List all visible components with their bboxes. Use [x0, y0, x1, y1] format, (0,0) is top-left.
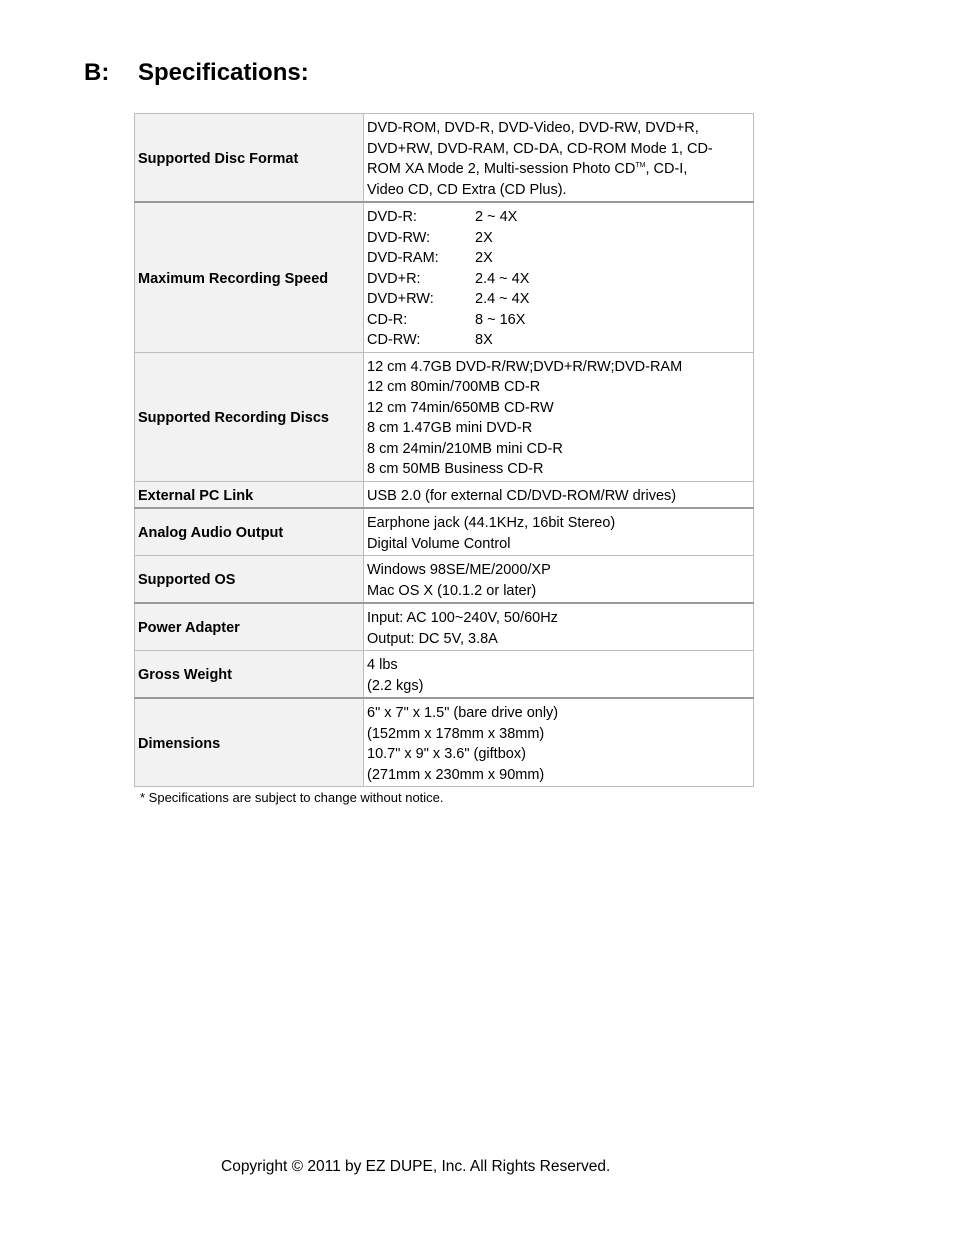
weight-line: (2.2 kgs) — [367, 677, 424, 694]
speed-row — [367, 228, 750, 249]
speed-row — [367, 248, 750, 269]
spec-row-weight — [135, 651, 754, 699]
speed-value: 8X — [475, 332, 493, 348]
section-title: Specifications: — [138, 59, 309, 86]
disc-format-text: , CD-I, — [645, 161, 688, 177]
spec-label: Analog Audio Output — [135, 508, 364, 556]
recording-disc-line: 12 cm 74min/650MB CD-RW — [367, 399, 554, 416]
speed-format: DVD-R: — [367, 209, 417, 225]
speed-format: DVD-RW: — [367, 229, 431, 246]
power-line: Output: DC 5V, 3.8A — [367, 630, 498, 647]
spec-label: Dimensions — [135, 698, 364, 787]
audio-output-line: Earphone jack (44.1KHz, 16bit Stereo) — [367, 515, 616, 531]
weight-line: 4 lbs — [367, 657, 398, 673]
specifications-table — [134, 113, 754, 787]
spec-row-dimensions — [135, 698, 754, 787]
speed-value: 8 ~ 16X — [475, 311, 526, 328]
spec-row-disc-format — [135, 114, 754, 203]
copyright-notice: Copyright © 2011 by EZ DUPE, Inc. All Rights Reserved. — [221, 1158, 611, 1175]
dimensions-line: 6" x 7" x 1.5" (bare drive only) — [367, 705, 559, 721]
disc-format-text: ROM XA Mode 2, Multi-session Photo CD — [367, 161, 636, 177]
speed-value: 2.4 ~ 4X — [475, 270, 530, 287]
spec-label: Supported OS — [135, 556, 364, 604]
section-letter: B: — [84, 59, 110, 86]
speed-row — [367, 289, 750, 310]
recording-disc-line: 8 cm 1.47GB mini DVD-R — [367, 420, 533, 436]
spec-value — [364, 603, 754, 651]
spec-value — [364, 651, 754, 699]
speed-format: DVD+R: — [367, 270, 421, 287]
speed-value: 2.4 ~ 4X — [475, 291, 530, 307]
recording-disc-line: 12 cm 80min/700MB CD-R — [367, 379, 541, 395]
recording-disc-line: 8 cm 50MB Business CD-R — [367, 461, 544, 477]
os-line: Mac OS X (10.1.2 or later) — [367, 582, 537, 599]
spec-row-recording-speed — [135, 202, 754, 352]
footnote: * Specifications are subject to change without notice. — [140, 790, 444, 805]
speed-row — [367, 330, 750, 351]
speed-value: 2 ~ 4X — [475, 209, 518, 225]
speed-value: 2X — [475, 229, 493, 246]
disc-format-line: DVD-ROM, DVD-R, DVD-Video, DVD-RW, DVD+R, — [367, 120, 699, 136]
spec-row-audio-output — [135, 508, 754, 556]
spec-value — [364, 352, 754, 481]
speed-row — [367, 207, 750, 228]
spec-value — [364, 481, 754, 508]
dimensions-line: 10.7" x 9" x 3.6" (giftbox) — [367, 746, 526, 762]
trademark-mark: TM — [635, 162, 646, 170]
spec-row-recording-discs — [135, 352, 754, 481]
spec-label: Power Adapter — [135, 603, 364, 651]
spec-label: Maximum Recording Speed — [135, 202, 364, 352]
disc-format-line: Video CD, CD Extra (CD Plus). — [367, 181, 567, 198]
spec-label: Gross Weight — [135, 651, 364, 699]
speed-format: DVD+RW: — [367, 291, 434, 307]
speed-format: CD-R: — [367, 311, 408, 328]
section-heading — [84, 56, 309, 90]
speed-format: CD-RW: — [367, 332, 421, 348]
power-line: Input: AC 100~240V, 50/60Hz — [367, 610, 558, 626]
spec-value — [364, 556, 754, 604]
disc-format-line — [367, 159, 750, 180]
spec-row-pc-link — [135, 481, 754, 508]
speed-row — [367, 310, 750, 331]
recording-disc-line: 8 cm 24min/210MB mini CD-R — [367, 440, 563, 457]
spec-value — [364, 114, 754, 203]
spec-value — [364, 508, 754, 556]
speed-format: DVD-RAM: — [367, 250, 439, 266]
spec-row-os — [135, 556, 754, 604]
dimensions-line: (152mm x 178mm x 38mm) — [367, 725, 545, 742]
dimensions-line: (271mm x 230mm x 90mm) — [367, 766, 545, 783]
spec-label: External PC Link — [135, 481, 364, 508]
os-line: Windows 98SE/ME/2000/XP — [367, 562, 551, 578]
recording-disc-line: 12 cm 4.7GB DVD-R/RW;DVD+R/RW;DVD-RAM — [367, 358, 683, 375]
pc-link-value: USB 2.0 (for external CD/DVD-ROM/RW drives) — [367, 487, 677, 504]
spec-value — [364, 698, 754, 787]
disc-format-line: DVD+RW, DVD-RAM, CD-DA, CD-ROM Mode 1, CD- — [367, 140, 713, 157]
spec-label: Supported Recording Discs — [135, 352, 364, 481]
speed-row — [367, 269, 750, 290]
spec-value — [364, 202, 754, 352]
spec-label: Supported Disc Format — [135, 114, 364, 203]
audio-output-line: Digital Volume Control — [367, 535, 511, 552]
spec-row-power — [135, 603, 754, 651]
speed-value: 2X — [475, 250, 493, 266]
